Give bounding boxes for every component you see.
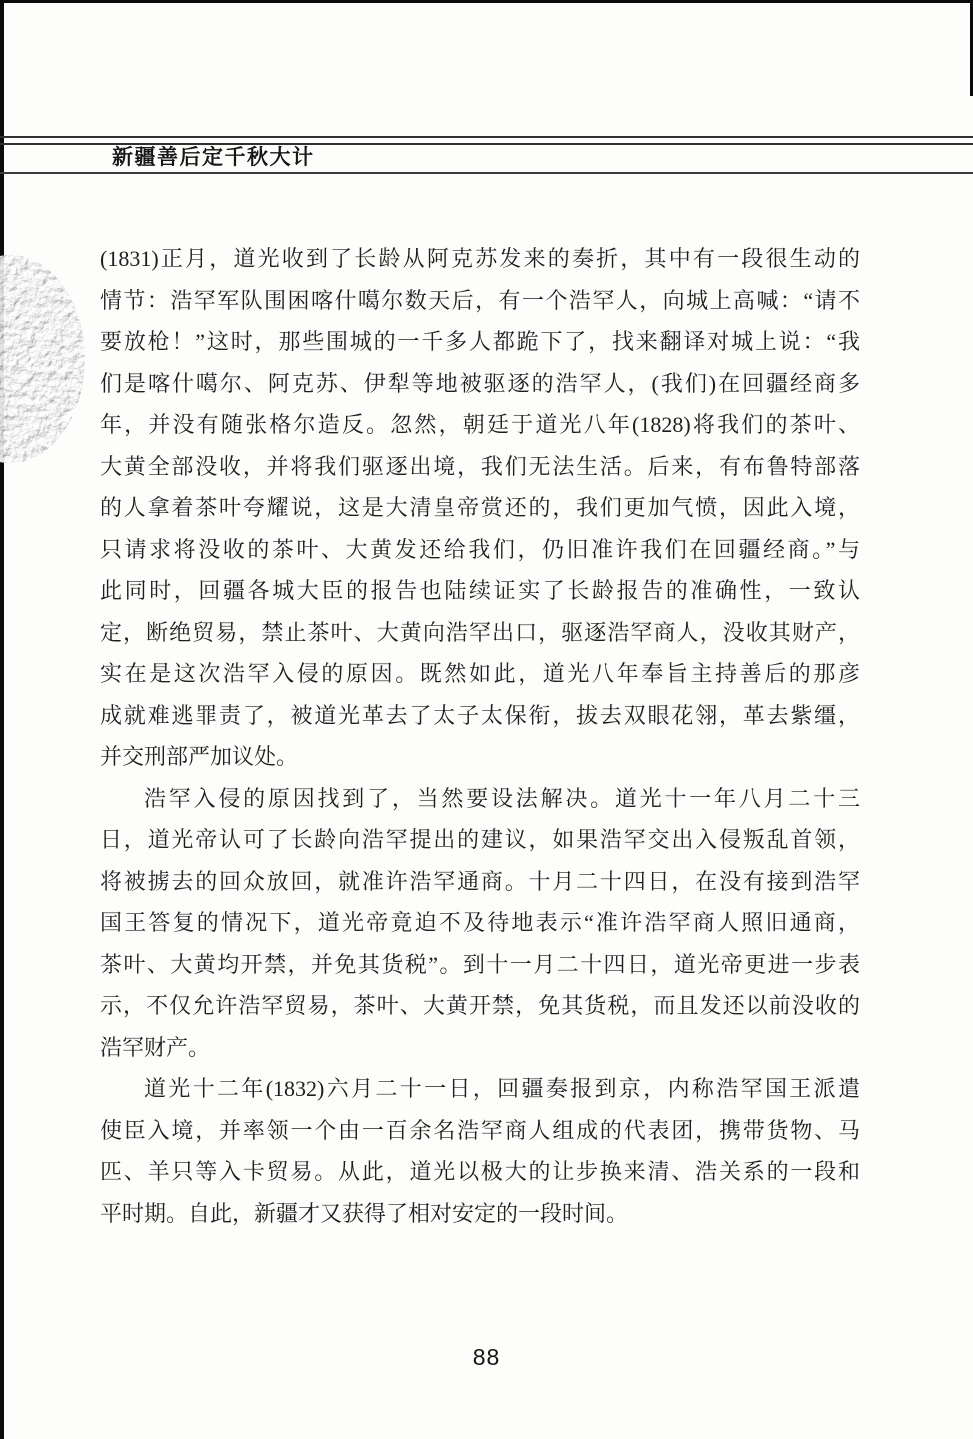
text-line: 国王答复的情况下，道光帝竟迫不及待地表示“准许浩罕商人照旧通商， [100, 910, 860, 935]
text-line: 大黄全部没收，并将我们驱逐出境，我们无法生活。后来，有布鲁特部落 [100, 453, 860, 479]
text-line: 平时期。自此，新疆才又获得了相对安定的一段时间。 [100, 1200, 629, 1226]
scan-border-left [0, 0, 4, 1439]
body-text-block [100, 238, 860, 1234]
text-line: 们是喀什噶尔、阿克苏、伊犁等地被驱逐的浩罕人，(我们)在回疆经商多 [100, 370, 860, 396]
text-line: 的人拿着茶叶夸耀说，这是大清皇帝赏还的，我们更加气愤，因此入境， [100, 495, 860, 520]
text-line: 茶叶、大黄均开禁，并免其货税”。到十一月二十四日，道光帝更进一步表 [100, 951, 860, 977]
text-line: 匹、羊只等入卡贸易。从此，道光以极大的让步换来清、浩关系的一段和 [100, 1159, 860, 1184]
text-line: 使臣入境，并率领一个由一百余名浩罕商人组成的代表团，携带货物、马 [100, 1117, 860, 1143]
text-line: 此同时，回疆各城大臣的报告也陆续证实了长龄报告的准确性，一致认 [100, 578, 860, 603]
text-line: 将被掳去的回众放回，就准许浩罕通商。十月二十四日，在没有接到浩罕 [100, 868, 860, 894]
text-line: 示，不仅允许浩罕贸易，茶叶、大黄开禁，免其货税，而且发还以前没收的 [100, 993, 860, 1018]
text-line: 要放枪！”这时，那些围城的一千多人都跪下了，找来翻译对城上说：“我 [100, 329, 860, 354]
text-line: 日，道光帝认可了长龄向浩罕提出的建议，如果浩罕交出入侵叛乱首领， [100, 827, 860, 852]
header-rule-lower [0, 172, 973, 174]
text-line: 浩罕财产。 [100, 1034, 211, 1060]
text-line: 情节：浩罕军队围困喀什噶尔数天后，有一个浩罕人，向城上高喊：“请不 [100, 287, 860, 313]
scan-border-top [0, 0, 973, 3]
text-line: 定，断绝贸易，禁止茶叶、大黄向浩罕出口，驱逐浩罕商人，没收其财产， [100, 619, 860, 645]
text-line: 道光十二年(1832)六月二十一日，回疆奏报到京，内称浩罕国王派遣 [144, 1076, 860, 1101]
text-line: (1831)正月，道光收到了长龄从阿克苏发来的奏折，其中有一段很生动的 [100, 246, 860, 271]
header-rule-upper-1 [0, 136, 973, 138]
text-line: 浩罕入侵的原因找到了，当然要设法解决。道光十一年八月二十三 [144, 785, 860, 811]
text-line: 成就难逃罪责了，被道光革去了太子太保衔，拔去双眼花翎，革去紫缰， [100, 702, 860, 728]
seal-image [0, 252, 90, 466]
text-line: 年，并没有随张格尔造反。忽然，朝廷于道光八年(1828)将我们的茶叶、 [100, 412, 860, 437]
running-header-title: 新疆善后定千秋大计 [112, 146, 315, 169]
text-line: 并交刑部严加议处。 [100, 744, 299, 769]
page-number: 88 [472, 1344, 501, 1370]
text-line: 实在是这次浩罕入侵的原因。既然如此，道光八年奉旨主持善后的那彦 [100, 661, 860, 686]
text-line: 只请求将没收的茶叶、大黄发还给我们，仍旧准许我们在回疆经商。”与 [100, 536, 860, 562]
seal-ellipse [0, 255, 85, 463]
